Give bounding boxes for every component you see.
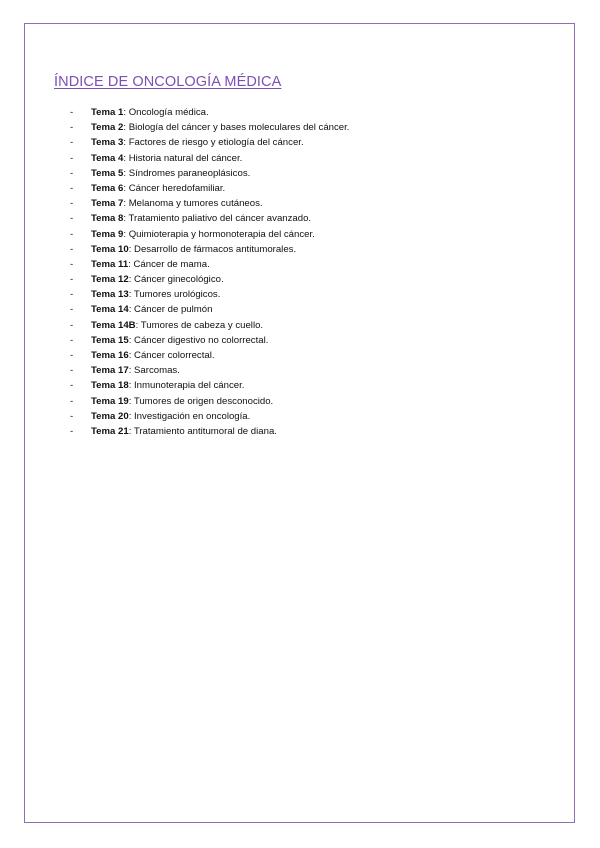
bullet-dash: - [70,304,74,316]
topic-list [70,105,349,439]
topic-text: : Desarrollo de fármacos antitumorales. [128,243,297,255]
topic-text: : Factores de riesgo y etiología del cáncer. [123,137,304,149]
bullet-dash: - [70,137,74,149]
topic-text: : Tumores de cabeza y cuello. [135,319,264,331]
list-item [70,302,349,317]
topic-label: Tema 1 [91,107,124,118]
topic-label: Tema 6 [91,182,124,194]
list-item [70,227,349,242]
topic-text: : Cáncer de pulmón [128,304,213,316]
topic-text: : Inmunoterapia del cáncer. [128,380,245,392]
bullet-dash: - [70,274,74,286]
bullet-dash: - [70,182,74,194]
topic-label: Tema 14B [91,319,136,331]
bullet-dash: - [70,365,74,377]
list-item [70,378,349,393]
topic-text: : Cáncer heredofamiliar. [123,182,226,194]
topic-label: Tema 18 [91,380,129,392]
topic-text: : Sarcomas. [128,365,180,377]
list-item [70,211,349,226]
bullet-dash: - [70,334,74,346]
topic-label: Tema 13 [91,289,129,301]
topic-label: Tema 16 [91,350,129,361]
topic-label: Tema 10 [91,243,129,255]
bullet-dash: - [70,425,74,437]
list-item [70,363,349,378]
list-item [70,135,349,150]
topic-label: Tema 8 [91,213,124,225]
bullet-dash: - [70,228,74,240]
topic-text: : Cáncer de mama. [128,258,210,270]
list-item [70,120,349,135]
topic-text: : Oncología médica. [123,107,209,118]
topic-label: Tema 5 [91,167,124,179]
topic-text: : Cáncer digestivo no colorrectal. [128,334,269,346]
bullet-dash: - [70,152,74,164]
topic-label: Tema 14 [91,304,129,316]
topic-label: Tema 3 [91,137,124,149]
list-item [70,424,349,439]
bullet-dash: - [70,289,74,301]
list-item [70,348,349,363]
topic-text: : Investigación en oncología. [128,410,251,422]
topic-text: : Cáncer colorrectal. [128,350,215,361]
bullet-dash: - [70,198,74,210]
list-item [70,196,349,211]
topic-label: Tema 9 [91,228,124,240]
list-item [70,394,349,409]
topic-text: : Cáncer ginecológico. [128,274,224,286]
bullet-dash: - [70,395,74,407]
list-item [70,242,349,257]
list-item [70,318,349,333]
bullet-dash: - [70,213,74,225]
list-item [70,409,349,424]
list-item [70,272,349,287]
bullet-dash: - [70,410,74,422]
topic-text: : Tratamiento paliativo del cáncer avanzado. [123,213,312,225]
bullet-dash: - [70,122,74,134]
topic-label: Tema 19 [91,395,129,407]
bullet-dash: - [70,380,74,392]
topic-text: : Tratamiento antitumoral de diana. [128,425,277,437]
topic-label: Tema 20 [91,410,129,422]
bullet-dash: - [70,167,74,179]
bullet-dash: - [70,258,74,270]
topic-label: Tema 15 [91,334,129,346]
list-item [70,333,349,348]
topic-label: Tema 11 [91,258,129,270]
topic-text: : Tumores urológicos. [128,289,221,301]
topic-text: : Quimioterapia y hormonoterapia del cáncer. [123,228,315,240]
list-item [70,166,349,181]
topic-label: Tema 17 [91,365,129,377]
list-item [70,181,349,196]
document-title: ÍNDICE DE ONCOLOGÍA MÉDICA [54,74,282,90]
topic-text: : Síndromes paraneoplásicos. [123,167,251,179]
list-item [70,287,349,302]
list-item [70,151,349,166]
topic-text: : Biología del cáncer y bases moleculares del cáncer. [123,122,350,134]
topic-label: Tema 12 [91,274,129,286]
list-item [70,257,349,272]
topic-label: Tema 4 [91,152,124,164]
bullet-dash: - [70,319,74,331]
topic-label: Tema 7 [91,198,124,210]
topic-text: : Tumores de origen desconocido. [128,395,274,407]
bullet-dash: - [70,107,74,118]
list-item [70,105,349,120]
topic-label: Tema 2 [91,122,124,134]
topic-text: : Historia natural del cáncer. [123,152,243,164]
topic-label: Tema 21 [91,425,129,437]
bullet-dash: - [70,350,74,361]
bullet-dash: - [70,243,74,255]
topic-text: : Melanoma y tumores cutáneos. [123,198,263,210]
